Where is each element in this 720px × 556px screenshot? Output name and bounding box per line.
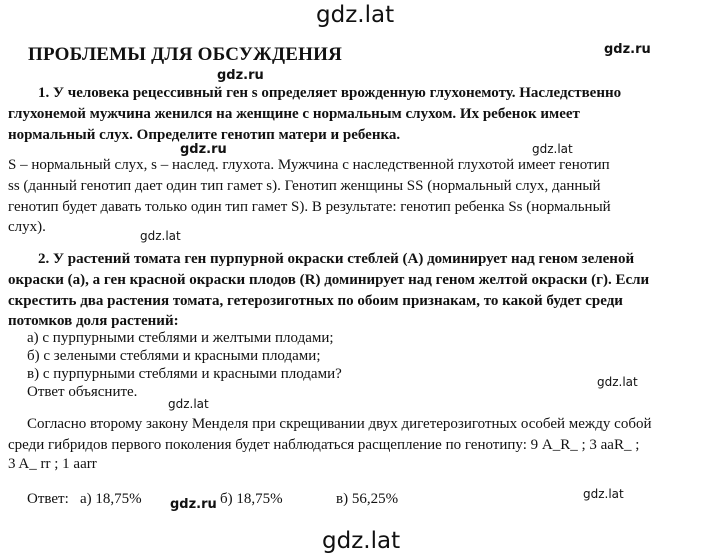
problem2-explain: Ответ объясните. <box>27 384 138 400</box>
problem2-line: потомков доля растений: <box>8 313 179 329</box>
watermark-bottom: gdz.lat <box>322 528 401 554</box>
problem1-line: глухонемой мужчина женился на женщине с нормальным слухом. Их ребенок имеет <box>8 106 580 122</box>
solution2-line: 3 A_ rr ; 1 aarr <box>8 456 97 472</box>
problem2-line: 2. У растений томата ген пурпурной окраски стеблей (А) доминирует над геном зеленой <box>38 251 635 267</box>
answer-c: в) 56,25% <box>336 491 399 507</box>
solution2-line: Согласно второму закону Менделя при скрещивании двух дигетерозиготных особей между собой <box>27 416 652 432</box>
problem2-option: в) с пурпурными стеблями и красными плодами? <box>27 366 342 382</box>
answer-label: Ответ: <box>27 491 69 507</box>
problem2-option: б) с зелеными стеблями и красными плодами; <box>27 348 321 364</box>
solution1-line: слух). <box>8 219 46 235</box>
watermark-right-lower-lat: gdz.lat <box>597 375 638 389</box>
problem1-line: нормальный слух. Определите генотип матери и ребенка. <box>8 127 401 143</box>
solution1-line: S – нормальный слух, s – наслед. глухота. Мужчина с наследственной глухотой имеет генотип <box>8 157 610 173</box>
watermark-under-heading: gdz.ru <box>217 68 264 83</box>
watermark-p2-lat: gdz.lat <box>140 229 181 243</box>
watermark-mid-right-lat: gdz.lat <box>532 142 573 156</box>
watermark-mid-ru: gdz.ru <box>180 142 227 157</box>
watermark-left-lower-lat: gdz.lat <box>168 397 209 411</box>
watermark-answer-right-lat: gdz.lat <box>583 487 624 501</box>
solution2-line: среди гибридов первого поколения будет наблюдаться расщепление по генотипу: 9 A_R_ ; 3 aaR_ ; <box>8 437 640 453</box>
answer-b: б) 18,75% <box>220 491 283 507</box>
watermark-top: gdz.lat <box>316 2 395 28</box>
solution1-line: генотип будет давать только один тип гамет S). В результате: генотип ребенка Ss (нормальный <box>8 199 611 215</box>
solution1-line: ss (данный генотип дает один тип гамет s). Генотип женщины SS (нормальный слух, данный <box>8 178 601 194</box>
watermark-answer-ru: gdz.ru <box>170 497 217 512</box>
answer-a: а) 18,75% <box>80 491 142 507</box>
watermark-heading-right: gdz.ru <box>604 42 651 57</box>
problem2-line: скрестить два растения томата, гетерозиготных по обоим признакам, то какой будет среди <box>8 293 623 309</box>
problem2-line: окраски (а), а ген красной окраски плодов (R) доминирует над геном желтой окраски (г). Если <box>8 272 650 288</box>
section-heading: ПРОБЛЕМЫ ДЛЯ ОБСУЖДЕНИЯ <box>28 44 343 65</box>
problem2-option: а) с пурпурными стеблями и желтыми плодами; <box>27 330 334 346</box>
problem1-line: 1. У человека рецессивный ген s определяет врожденную глухонемоту. Наследственно <box>38 85 622 101</box>
